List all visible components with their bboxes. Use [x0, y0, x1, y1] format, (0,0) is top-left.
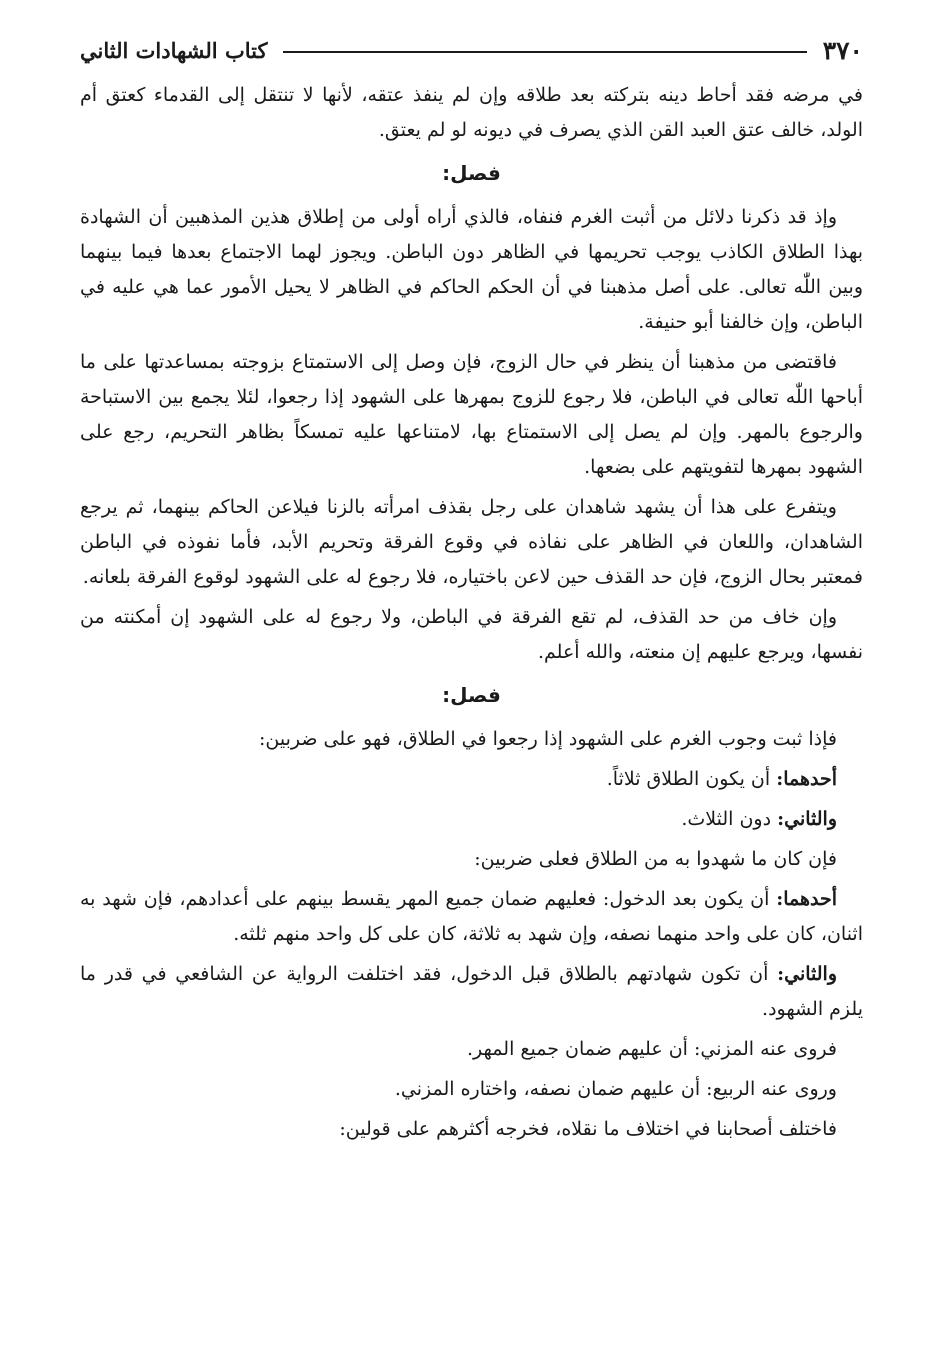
- item-text: أن يكون الطلاق ثلاثاً.: [606, 768, 777, 790]
- paragraph: فاختلف أصحابنا في اختلاف ما نقلاه، فخرجه أكثرهم على قولين:: [339, 1118, 837, 1140]
- item-lead: أحدهما:: [776, 888, 837, 910]
- list-item: [80, 802, 863, 837]
- item-text: أن تكون شهادتهم بالطلاق قبل الدخول، فقد اختلفت الرواية عن الشافعي في قدر ما يلزم الشهود.: [80, 963, 863, 1020]
- paragraph: وإن خاف من حد القذف، لم تقع الفرقة في الباطن، ولا رجوع له على الشهود إن أمكنته من نفسها، ويرجع عليهم إن منعته، والله أعلم.: [80, 606, 863, 663]
- section-heading: فصل:: [442, 161, 501, 185]
- page-number: ٣٧٠: [822, 35, 863, 65]
- document-page: [80, 28, 863, 1351]
- item-lead: والثاني:: [777, 808, 837, 830]
- item-text: أن يكون بعد الدخول: فعليهم ضمان جميع المهر يقسط بينهم على أعدادهم، فإن شهد به اثنان، كان على واحد منهما نصفه، وإن شهد به ثلاثة، كان على كل واحد منهم ثلثه.: [80, 888, 863, 945]
- paragraph: وإذ قد ذكرنا دلائل من أثبت الغرم فنفاه، فالذي أراه أولى من إطلاق هذين المذهبين أن الشهادة بهذا الطلاق الكاذب يوجب تحريمها في الظاهر دون الباطن. ويجوز لهما الاجتماع بعدها فيما بينهما وبين اللّٰه تعالى. على أصل مذهبنا في أن الحكم الحاكم في الظاهر لا يحيل الأمور عما هي عليه في الباطن، وإن خالفنا أبو حنيفة.: [80, 206, 863, 333]
- header-rule: [283, 51, 806, 53]
- item-lead: والثاني:: [777, 963, 837, 985]
- page-header: [80, 28, 863, 72]
- item-text: دون الثلاث.: [681, 808, 778, 830]
- paragraph: ويتفرع على هذا أن يشهد شاهدان على رجل بقذف امرأته بالزنا فيلاعن الحاكم بينهما، ثم يرجع الشاهدان، واللعان في الظاهر على نفاذه في وقوع الفرقة وتحريم الأبد، فأما نفوذه في الباطن فمعتبر بحال الزوج، فإن حد القذف حين لاعن باختياره، فلا رجوع له على الشهود لوقوع الفرقة بلعانه.: [80, 496, 863, 588]
- paragraph: في مرضه فقد أحاط دينه بتركته بعد طلاقه وإن لم ينفذ عتقه، لأنها لا تنتقل إلى القدماء كعتق أم الولد، خالف عتق العبد القن الذي يصرف في ديونه لو لم يعتق.: [80, 84, 863, 141]
- list-item: [80, 957, 863, 1027]
- paragraph: فإذا ثبت وجوب الغرم على الشهود إذا رجعوا في الطلاق، فهو على ضربين:: [259, 728, 837, 750]
- section-heading: فصل:: [442, 683, 501, 707]
- body-text: [80, 78, 863, 1147]
- paragraph: فروى عنه المزني: أن عليهم ضمان جميع المهر.: [467, 1038, 837, 1060]
- paragraph: فاقتضى من مذهبنا أن ينظر في حال الزوج، فإن وصل إلى الاستمتاع بزوجته بمساعدتها على ما أباحها اللّٰه تعالى في الباطن، فلا رجوع للزوج بمهرها على الشهود إذا رجعوا، لئلا يجمع بين الاستباحة والرجوع بالمهر. وإن لم يصل إلى الاستمتاع بها، لامتناعها عليه تمسكاً بظاهر التحريم، رجع على الشهود بمهرها لتفويتهم على بضعها.: [80, 351, 863, 478]
- item-lead: أحدهما:: [776, 768, 837, 790]
- list-item: [80, 882, 863, 952]
- paragraph: فإن كان ما شهدوا به من الطلاق فعلى ضربين:: [474, 848, 837, 870]
- paragraph: وروى عنه الربيع: أن عليهم ضمان نصفه، واختاره المزني.: [394, 1078, 837, 1100]
- list-item: [80, 762, 863, 797]
- book-title: كتاب الشهادات الثاني: [80, 37, 268, 63]
